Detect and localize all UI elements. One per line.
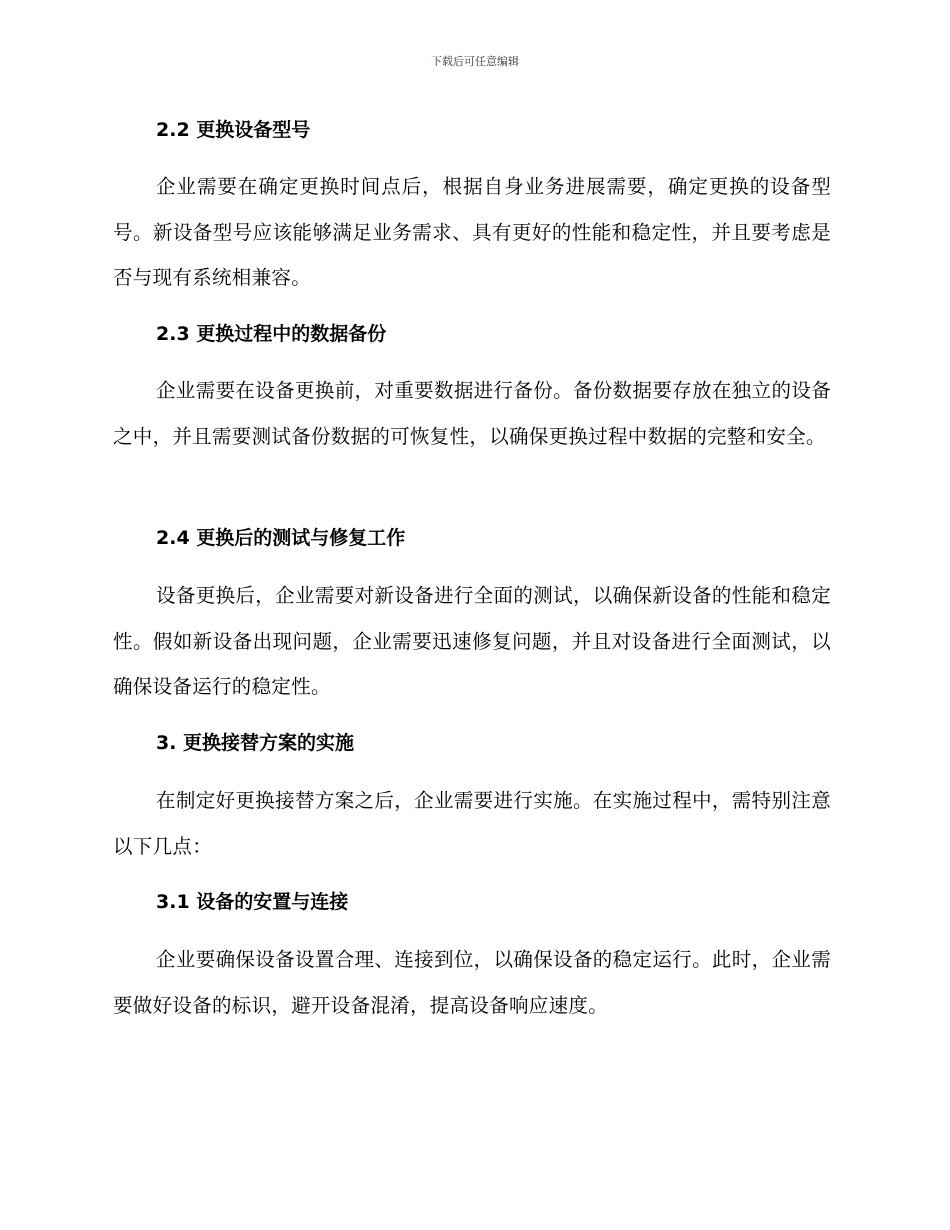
section-heading: 2.2 更换设备型号: [156, 119, 311, 141]
section-3-1-body: [113, 937, 831, 1028]
section-paragraph: 企业需要在确定更换时间点后，根据自身业务进展需要，确定更换的设备型号。新设备型号应该能够满足业务需求、具有更好的性能和稳定性，并且要考虑是否与现有系统相兼容。: [113, 175, 831, 289]
section-3-1: [113, 888, 831, 916]
section-heading: 2.4 更换后的测试与修复工作: [156, 527, 406, 549]
section-2-3: [113, 320, 831, 348]
section-heading: 3. 更换接替方案的实施: [156, 732, 355, 754]
section-2-4-body: [113, 573, 831, 710]
section-heading: 3.1 设备的安置与连接: [156, 891, 349, 913]
section-2-2: [113, 116, 831, 144]
section-2-3-body: [113, 368, 831, 459]
section-3-body: [113, 778, 831, 869]
section-paragraph: 设备更换后，企业需要对新设备进行全面的测试，以确保新设备的性能和稳定性。假如新设备出现问题，企业需要迅速修复问题，并且对设备进行全面测试，以确保设备运行的稳定性。: [113, 584, 831, 698]
section-paragraph: 企业要确保设备设置合理、连接到位，以确保设备的稳定运行。此时，企业需要做好设备的标识，避开设备混淆，提高设备响应速度。: [113, 948, 831, 1017]
section-3: [113, 729, 831, 757]
page-header: 下载后可任意编辑: [431, 55, 519, 68]
section-heading: 2.3 更换过程中的数据备份: [156, 323, 387, 345]
section-paragraph: 企业需要在设备更换前，对重要数据进行备份。备份数据要存放在独立的设备之中，并且需要测试备份数据的可恢复性，以确保更换过程中数据的完整和安全。: [113, 379, 831, 448]
section-paragraph: 在制定好更换接替方案之后，企业需要进行实施。在实施过程中，需特别注意以下几点：: [113, 789, 831, 858]
section-2-4: [113, 524, 831, 552]
section-2-2-body: [113, 164, 831, 301]
